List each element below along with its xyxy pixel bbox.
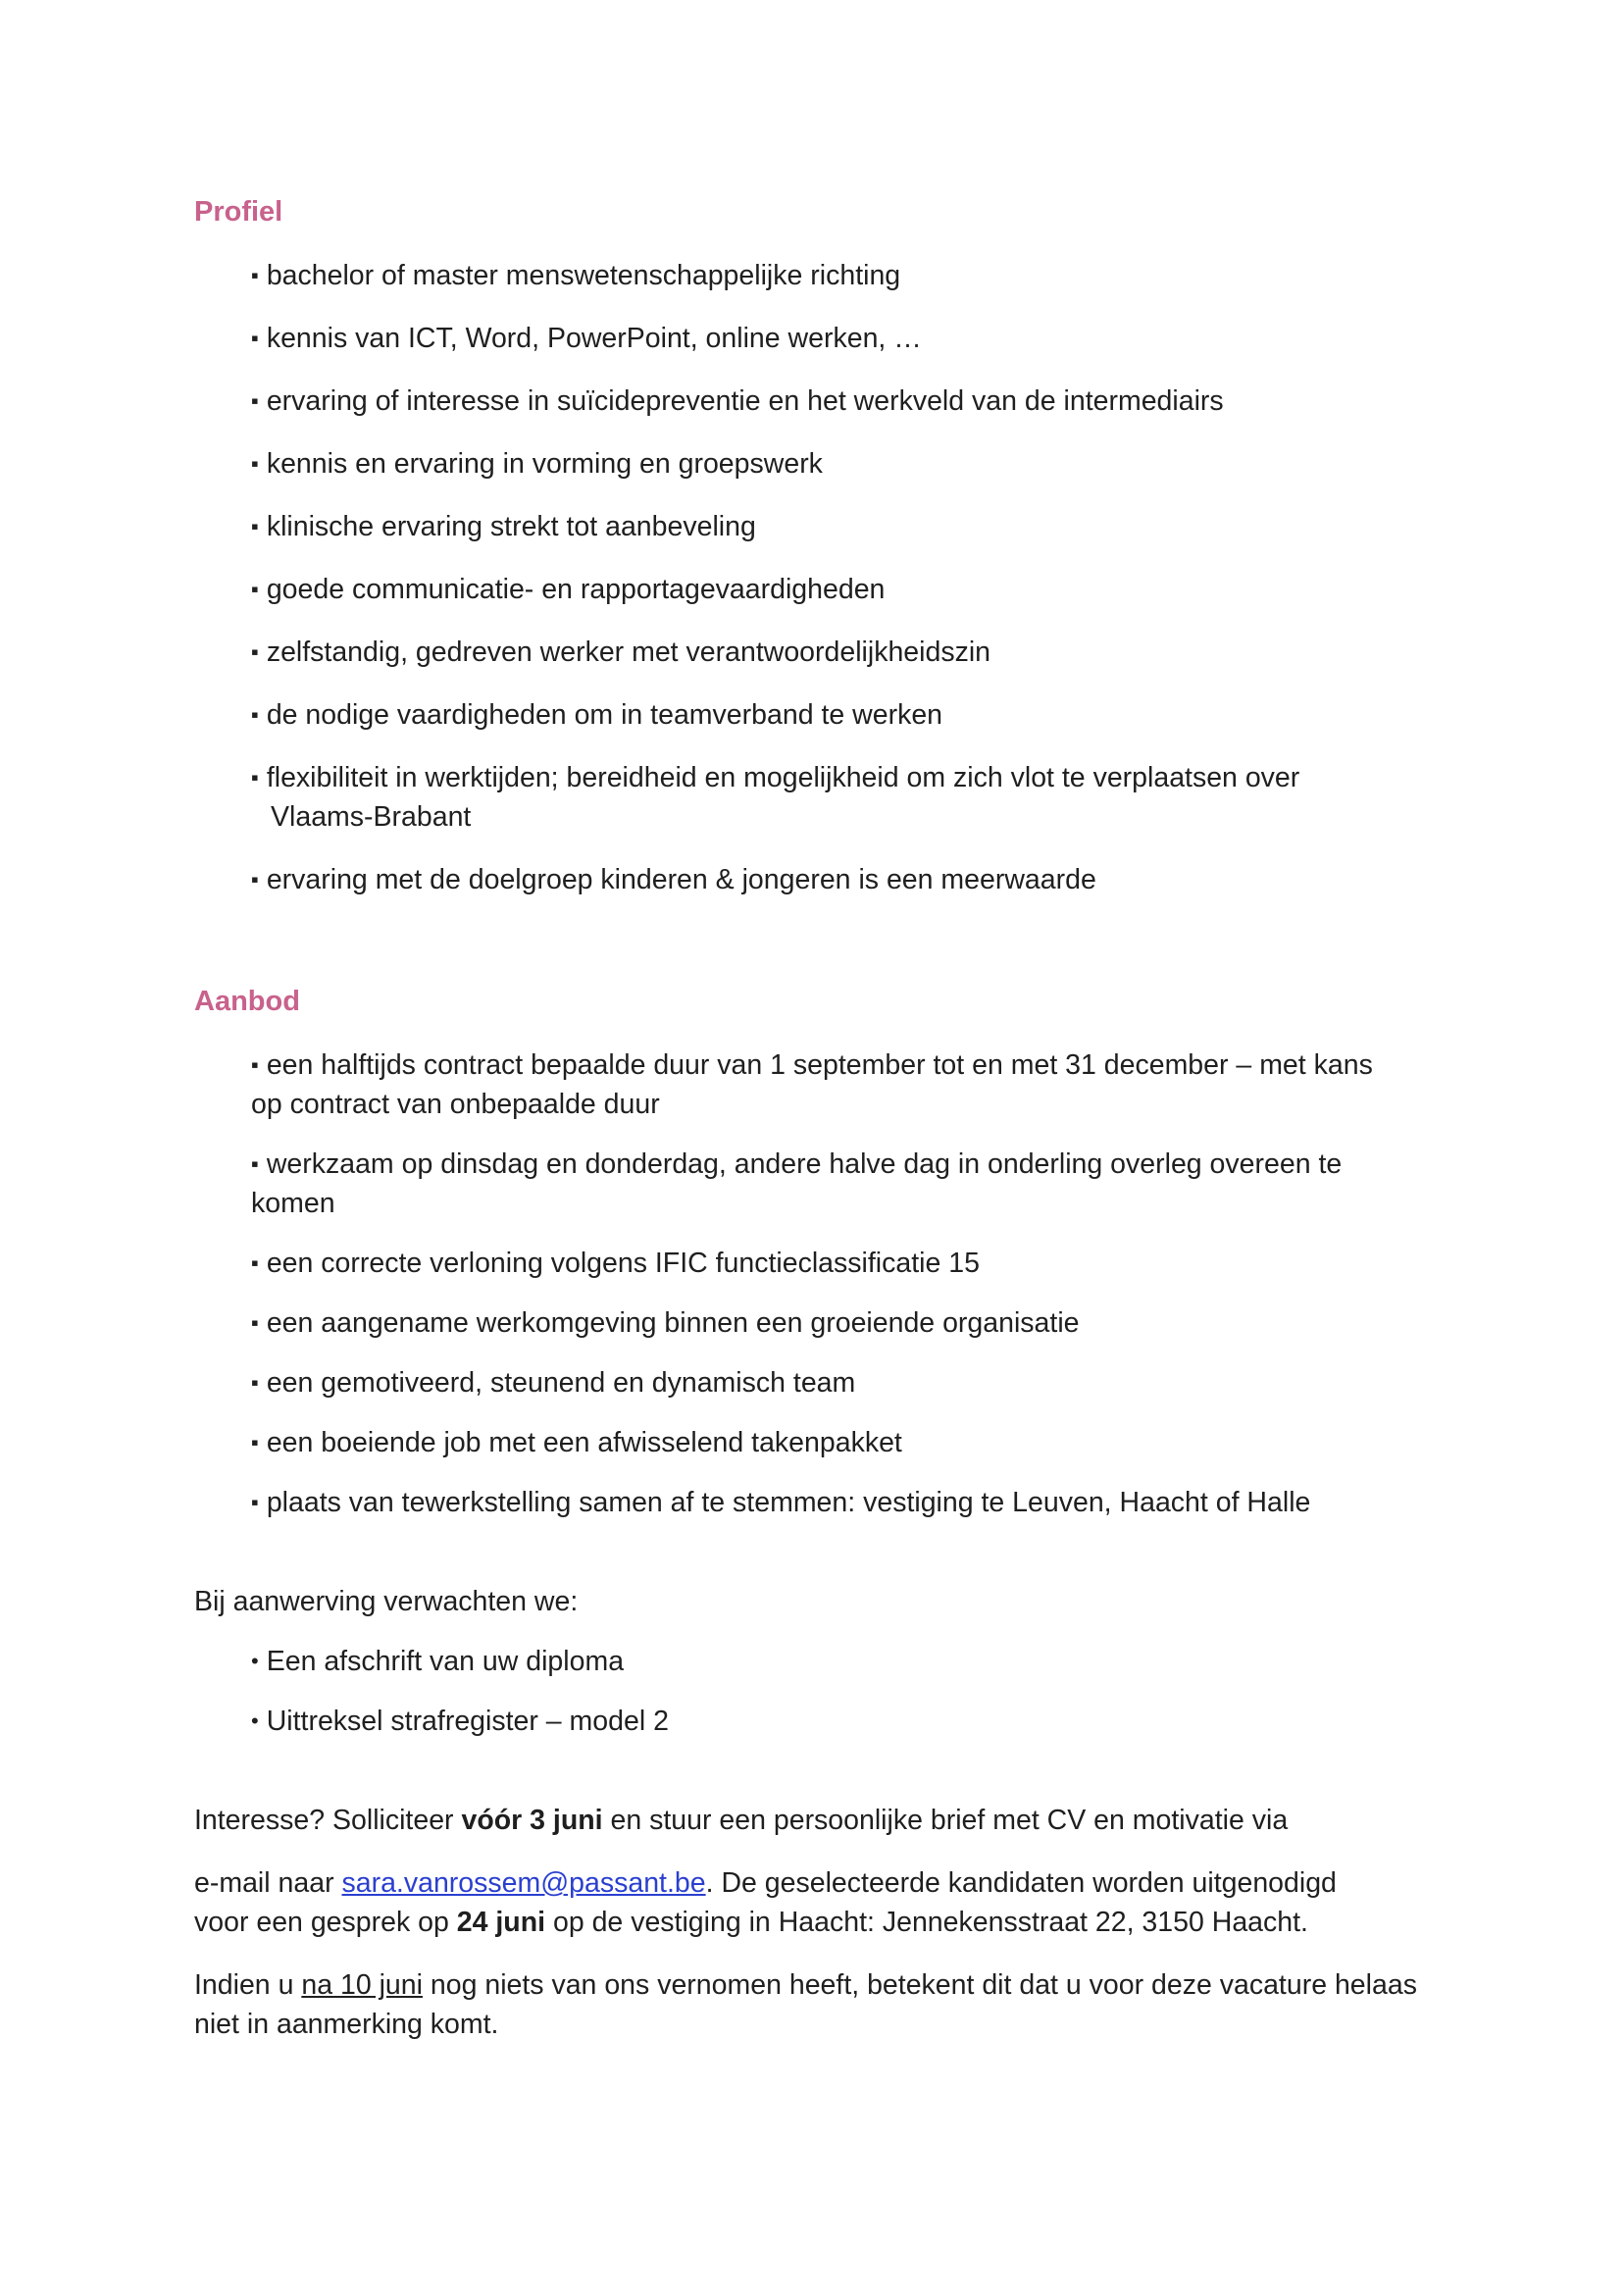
list-item: ▪ plaats van tewerkstelling samen af te stemmen: vestiging te Leuven, Haacht of Halle xyxy=(251,1483,1438,1522)
bullet-icon: ▪ xyxy=(251,1052,259,1077)
bullet-icon: ▪ xyxy=(251,1490,259,1514)
list-item-continuation: Vlaams-Brabant xyxy=(271,801,472,833)
bullet-icon: ▪ xyxy=(251,765,259,790)
bullet-icon: ▪ xyxy=(251,326,259,350)
bullet-icon: ▪ xyxy=(251,639,259,664)
list-item: ▪ klinische ervaring strekt tot aanbeveling xyxy=(251,507,1438,546)
bullet-icon: ▪ xyxy=(251,263,259,287)
sollicitatie-paragraph-3: Indien u na 10 juni nog niets van ons vernomen heeft, betekent dit dat u voor deze vacature helaas niet in aanmerking komt. xyxy=(194,1969,1417,2040)
profiel-heading: Profiel xyxy=(194,196,283,228)
bullet-icon: ▪ xyxy=(251,1151,259,1176)
list-item: ▪ zelfstandig, gedreven werker met verantwoordelijkheidszin xyxy=(251,633,1438,672)
aanwerving-intro: Bij aanwerving verwachten we: xyxy=(194,1586,579,1617)
bullet-icon: ▪ xyxy=(251,867,259,892)
bullet-icon: ▪ xyxy=(251,451,259,476)
aanwerving-list xyxy=(251,1642,1438,1741)
bullet-icon: ▪ xyxy=(251,702,259,727)
profiel-list xyxy=(251,256,1438,899)
list-item: • Uittreksel strafregister – model 2 xyxy=(251,1702,1438,1741)
bullet-icon: ▪ xyxy=(251,1370,259,1395)
bullet-icon: ▪ xyxy=(251,514,259,538)
list-item-continuation: op contract van onbepaalde duur xyxy=(251,1089,660,1120)
aanbod-list xyxy=(251,1045,1438,1522)
interview-date: 24 juni xyxy=(456,1907,546,1938)
list-item: ▪ ervaring of interesse in suïcidepreventie en het werkveld van de intermediairs xyxy=(251,382,1438,421)
list-item: ▪ kennis en ervaring in vorming en groepswerk xyxy=(251,444,1438,484)
list-item: ▪ bachelor of master menswetenschappelijke richting xyxy=(251,256,1438,295)
bullet-icon: ▪ xyxy=(251,1430,259,1454)
list-item: ▪ werkzaam op dinsdag en donderdag, andere halve dag in onderling overleg overeen te xyxy=(251,1145,1438,1184)
bullet-icon: ▪ xyxy=(251,1250,259,1275)
bullet-icon: • xyxy=(251,1649,259,1673)
list-item-continuation: komen xyxy=(251,1188,335,1219)
email-link[interactable]: sara.vanrossem@passant.be xyxy=(341,1867,706,1899)
list-item: ▪ een gemotiveerd, steunend en dynamisch team xyxy=(251,1363,1438,1402)
list-item: ▪ een correcte verloning volgens IFIC functieclassificatie 15 xyxy=(251,1244,1438,1283)
bullet-icon: ▪ xyxy=(251,577,259,601)
sollicitatie-paragraph-2: e-mail naar sara.vanrossem@passant.be. De geselecteerde kandidaten worden uitgenodigd voor een gesprek op 24 juni op de vestiging in Haacht: Jennekensstraat 22, 3150 Haacht. xyxy=(194,1867,1337,1938)
aanbod-heading: Aanbod xyxy=(194,986,300,1017)
list-item: ▪ een halftijds contract bepaalde duur van 1 september tot en met 31 december – met kans xyxy=(251,1045,1438,1085)
list-item: • Een afschrift van uw diploma xyxy=(251,1642,1438,1681)
list-item: ▪ flexibiliteit in werktijden; bereidheid en mogelijkheid om zich vlot te verplaatsen over xyxy=(251,758,1438,797)
response-date: na 10 juni xyxy=(301,1969,423,2001)
list-item: ▪ ervaring met de doelgroep kinderen & jongeren is een meerwaarde xyxy=(251,860,1438,899)
list-item: ▪ goede communicatie- en rapportagevaardigheden xyxy=(251,570,1438,609)
list-item: ▪ een aangename werkomgeving binnen een groeiende organisatie xyxy=(251,1303,1438,1343)
bullet-icon: ▪ xyxy=(251,388,259,413)
list-item: ▪ kennis van ICT, Word, PowerPoint, online werken, … xyxy=(251,319,1438,358)
sollicitatie-paragraph-1: Interesse? Solliciteer vóór 3 juni en stuur een persoonlijke brief met CV en motivatie via xyxy=(194,1805,1289,1836)
deadline-date: vóór 3 juni xyxy=(461,1805,603,1836)
list-item: ▪ een boeiende job met een afwisselend takenpakket xyxy=(251,1423,1438,1462)
list-item: ▪ de nodige vaardigheden om in teamverband te werken xyxy=(251,695,1438,735)
bullet-icon: ▪ xyxy=(251,1310,259,1335)
bullet-icon: • xyxy=(251,1708,259,1733)
